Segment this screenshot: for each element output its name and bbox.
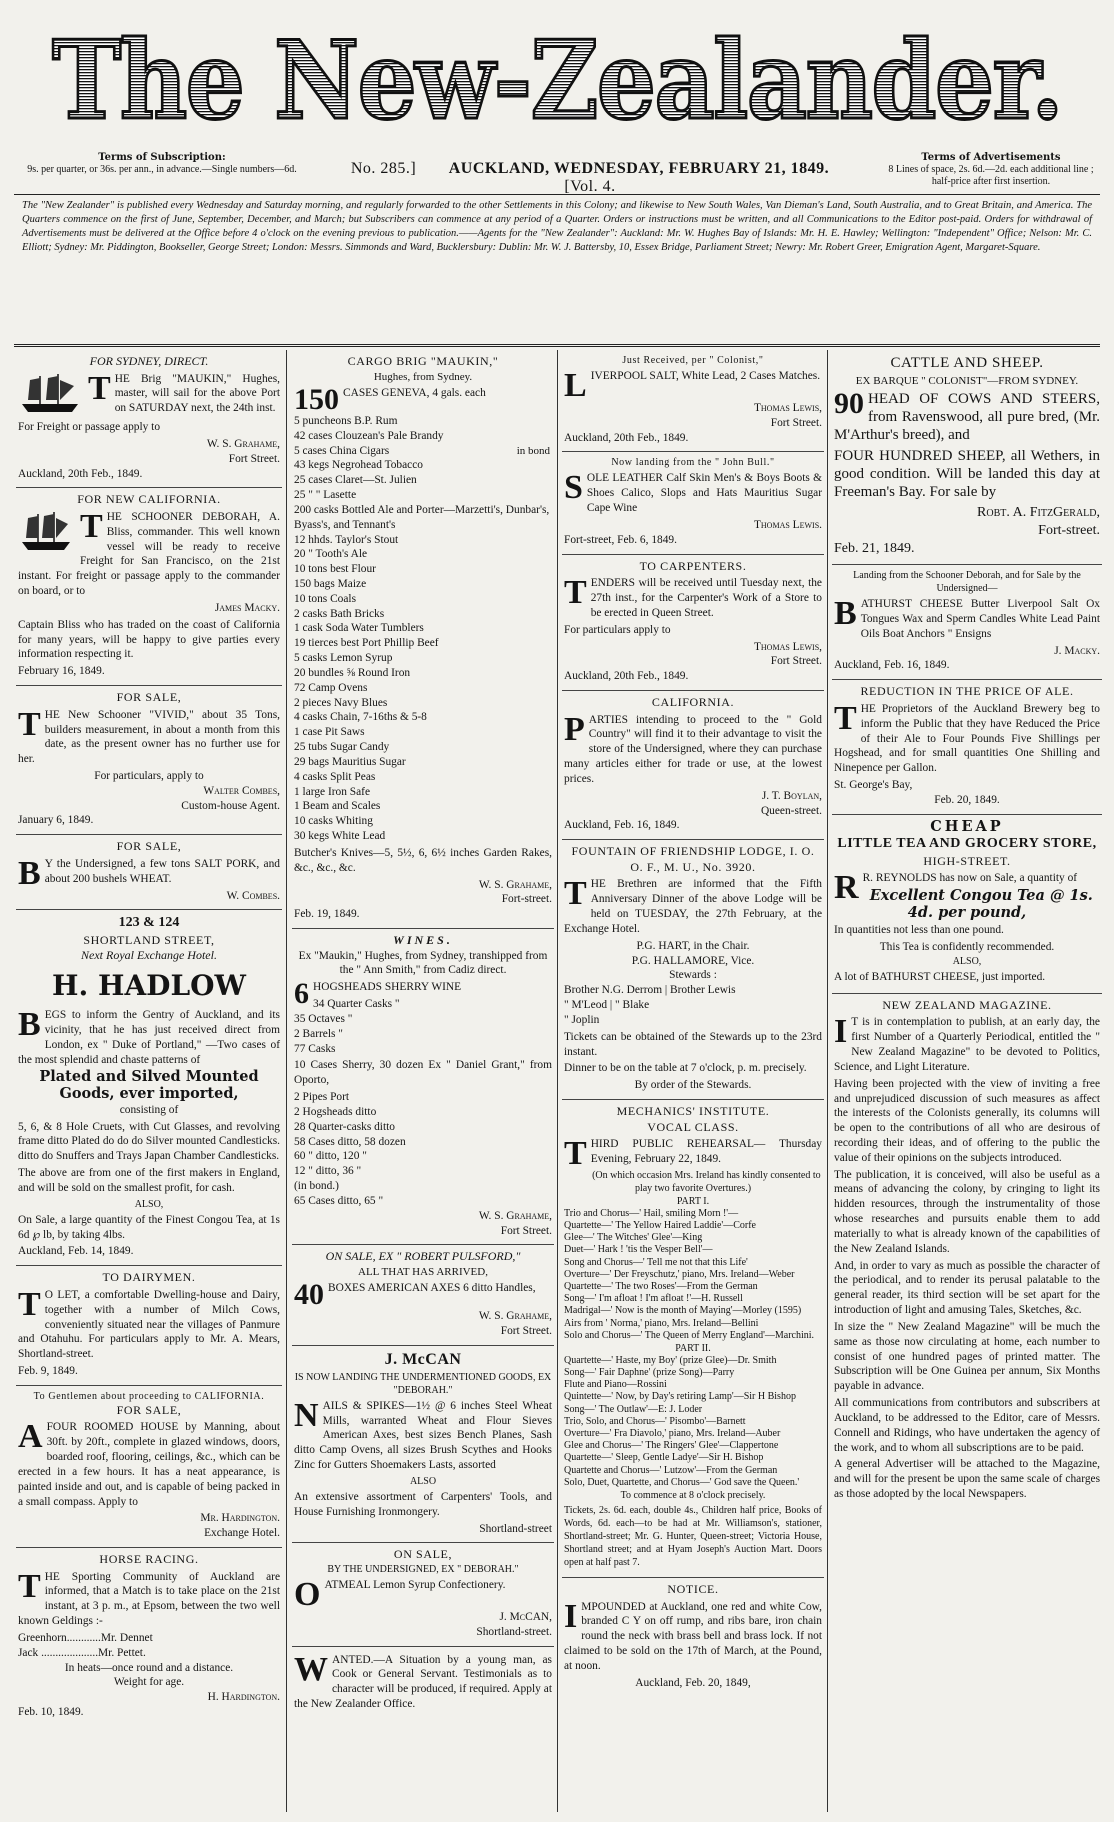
ad-heading: FOR SALE, <box>116 690 182 705</box>
cargo-item: 150 bags Maize <box>294 578 367 590</box>
ad-impound-notice <box>562 1578 824 1697</box>
ad-subheading: EX BARQUE " COLONIST"—FROM SYDNEY. <box>855 374 1079 387</box>
ad-signature: W. S. Grahame, <box>478 1209 552 1222</box>
ad-also: ALSO, <box>134 1198 164 1210</box>
drop-cap: I <box>564 1597 578 1635</box>
ad-subheading: ALL THAT HAS ARRIVED, <box>358 1265 488 1278</box>
ad-wanted <box>292 1647 554 1720</box>
ad-address: Fort Street. <box>500 1224 552 1237</box>
ad-signature: Walter Combes, <box>203 784 280 797</box>
ad-body: AILS & SPIKES—1½ @ 6 inches Steel Wheat Mills, warranted Wheat and Flour Sieves American Axes, best sizes Bench Planes, Sash ditto Camp Ovens, all sizes Brush Scythes and Hooks Zinc for Gutters Shoemakers Lasts, assorted <box>294 1399 552 1472</box>
column-divider <box>286 350 287 1812</box>
ad-body: Having been projected with the view of inviting a free and unprejudiced discussion of such measures as affect the interests of the Colonists generally, its columns will be open to the contributions of all who are desirous of recording their ideas, and of offering to the public the value of their opinions on the subjects introduced. <box>834 1077 1100 1164</box>
ad-heading: Now landing from the " John Bull." <box>611 457 775 469</box>
drop-cap: T <box>18 1567 41 1605</box>
cargo-item: 25 " " Lasette <box>294 489 357 502</box>
subscription-terms <box>22 152 302 176</box>
programme-list <box>564 1208 822 1342</box>
programme-item: Quartette—' The Yellow Haired Laddie'—Corfe <box>564 1220 756 1232</box>
ad-wines <box>292 929 554 1245</box>
ad-address: Fort Street. <box>770 655 822 668</box>
ad-note: To commence at 8 o'clock precisely. <box>620 1489 766 1501</box>
race-terms: Weight for age. <box>113 1676 185 1689</box>
ad-body: MPOUNDED at Auckland, one red and white Cow, branded C Y on off rump, and ribs bare, iron chain round the neck with brass bell and brass lock. If not claimed to be sold on the 17th of March, at the Pound, at noon. <box>564 1600 822 1672</box>
cargo-item: 1 large Iron Safe <box>294 785 371 798</box>
wine-item: 60 " ditto, 120 " <box>294 1150 367 1163</box>
cargo-item: 4 casks Chain, 7-16ths & 5-8 <box>294 711 427 724</box>
ad-heading: FOR NEW CALIFORNIA. <box>77 492 221 507</box>
programme-item: Glee—' The Witches' Glee'—King <box>564 1232 703 1244</box>
ad-signature: J. T. Boylan, <box>761 789 822 802</box>
cargo-item: 20 bundles ⅝ Round Iron <box>294 666 411 679</box>
drop-cap: B <box>834 595 857 633</box>
cargo-item: 20 " Tooth's Ale <box>294 548 368 561</box>
programme-list <box>564 1355 822 1489</box>
ad-signature: James Macky. <box>214 601 280 614</box>
steward-names: Brother N.G. Derrom | Brother Lewis <box>564 984 736 997</box>
ad-body: BOXES AMERICAN AXES 6 ditto Handles, <box>328 1282 536 1295</box>
ad-address: Fort Street. <box>228 452 280 465</box>
ad-subheading: IS NOW LANDING THE UNDERMENTIONED GOODS, EX "DEBORAH." <box>294 1371 552 1396</box>
wine-item: 28 Quarter-casks ditto <box>294 1120 395 1133</box>
ad-subheading: Hughes, from Sydney. <box>373 370 473 383</box>
ad-heading: FOR SYDNEY, DIRECT. <box>89 354 209 368</box>
programme-item: Trio, Solo, and Chorus—' Pisombo'—Barnett <box>564 1415 746 1427</box>
ad-california-store <box>562 691 824 840</box>
ad-date: January 6, 1849. <box>18 814 94 827</box>
drop-cap: T <box>564 1135 587 1173</box>
ad-mechanics-institute <box>562 1100 824 1578</box>
ad-heading: TO CARPENTERS. <box>639 558 747 573</box>
column-1 <box>16 350 282 1812</box>
programme-item: Quartette—' Sleep, Gentle Ladye'—Sir H. Bishop <box>564 1452 764 1464</box>
column-divider <box>827 350 828 1812</box>
programme-item: Song—' I'm afloat ! I'm afloat !'—H. Russell <box>564 1293 743 1305</box>
programme-item: Song—' Fair Daphne' (prize Song)—Parry <box>564 1367 735 1379</box>
programme-item: Quartette—' Haste, my Boy' (prize Glee)—Dr. Smith <box>564 1354 777 1366</box>
programme-item: Overture—' Der Freyschutz,' piano, Mrs. Ireland—Weber <box>564 1268 795 1280</box>
wine-item: 65 Cases ditto, 65 " <box>294 1194 384 1207</box>
ad-address: Fort Street. <box>770 416 822 429</box>
ad-body: HE Proprietors of the Auckland Brewery beg to inform the Public that they have Reduced the Price of their Ale to Four Pounds Five Shillings per Hogshead, and for small quantities One Shilling and Ninepence per Gallon. <box>834 702 1100 775</box>
wine-list <box>294 1090 552 1209</box>
ad-body: Dinner to be on the table at 7 o'clock, p. m. precisely. <box>564 1062 807 1075</box>
ad-body: A general Advertiser will be attached to the Magazine, and will for the present be upon the same scale of charges as those adopted by the local Newspapers. <box>834 1458 1100 1501</box>
ad-signature: Thomas Lewis, <box>753 402 822 414</box>
programme-item: Glee and Chorus—' The Ringers' Glee'—Clappertone <box>564 1440 779 1452</box>
wine-list <box>294 997 552 1056</box>
cargo-item: 1 case Pit Saws <box>294 726 365 739</box>
drop-cap: P <box>564 710 585 748</box>
wine-item: 12 " ditto, 36 " <box>294 1165 362 1178</box>
ad-body: HE Sporting Community of Auckland are informed, that a Match is to take place on the 21st instant, at 3 p. m., at Epsom, between the two well known Geldings :- <box>18 1570 280 1628</box>
ad-body: Tickets can be obtained of the Stewards up to the 23rd instant. <box>564 1030 822 1058</box>
ad-vivid <box>16 686 282 835</box>
ad-body: IVERPOOL SALT, White Lead, 2 Cases Matches. <box>590 370 821 382</box>
ad-salt-pork <box>16 835 282 910</box>
ad-address: Fort-street. <box>501 893 552 906</box>
wine-item: 35 Octaves " <box>294 1012 353 1025</box>
divider <box>14 194 1100 195</box>
ad-goods-heading: Plated and Silved Mounted Goods, ever imported, <box>39 1068 259 1103</box>
ad-subheading: VOCAL CLASS. <box>647 1119 739 1134</box>
ad-heading: WINES. <box>393 933 453 948</box>
ad-signature: Robt. A. FitzGerald, <box>977 504 1100 520</box>
cargo-item: 5 cases China Cigars <box>294 444 390 457</box>
merchant-name: J. McCAN <box>384 1350 462 1368</box>
cargo-item: 29 bags Mauritius Sugar <box>294 755 406 768</box>
divider <box>14 346 1100 347</box>
wine-item: 2 Barrels " <box>294 1027 343 1040</box>
drop-cap: T <box>88 369 111 407</box>
ad-goods-list: 5, 6, & 8 Hole Cruets, with Cut Glasses, and revolving frame ditto Plated do do do Silver mounted Candlesticks. ditto do Snuffers and Trays Japan Chamber Candlesticks. <box>18 1120 280 1163</box>
ad-heading: Landing from the Schooner Deborah, and for Sale by the Undersigned— <box>853 570 1081 595</box>
drop-cap: T <box>564 574 587 612</box>
drop-cap: I <box>834 1013 848 1051</box>
ad-date: Feb. 10, 1849. <box>18 1706 84 1719</box>
ad-heading: Just Received, per " Colonist," <box>622 355 764 366</box>
drop-cap: W <box>294 1650 328 1688</box>
subscription-terms-text: 9s. per quarter, or 36s. per ann., in advance.—Single numbers—6d. <box>27 164 297 175</box>
programme-item: Madrigal—' Now is the month of Maying'—Morley (1595) <box>564 1305 802 1317</box>
issue-number: No. 285.] <box>350 160 417 177</box>
ad-signature: J. McCAN, <box>499 1610 552 1623</box>
masthead-title: The New-Zealander. <box>52 18 1062 144</box>
wine-item: (in bond.) <box>294 1180 339 1193</box>
ad-body: For particulars apply to <box>564 623 671 636</box>
ad-heading: FOR SALE, <box>116 839 182 854</box>
cargo-item: 19 tierces best Port Phillip Beef <box>294 637 439 650</box>
wine-item: 2 Hogsheads ditto <box>294 1105 377 1118</box>
cargo-item: 2 casks Bath Bricks <box>294 607 385 620</box>
ad-date: Auckland, Feb. 14, 1849. <box>18 1245 134 1258</box>
ad-cargo-maukin <box>292 350 554 929</box>
ad-body: R. REYNOLDS has now on Sale, a quantity of <box>862 872 1078 885</box>
publication-notice: The "New Zealander" is published every Wednesday and Saturday morning, and regularly forwarded to the other Settlements in this Colony; and likewise to New South Wales, Van Dieman's Land, South Australia, and to Great Britain, and America. The Quarters commence on the first of June, September, December, and March; but Subscribers can commence at any period of a Quarter. Orders or instructions must be written, and all Communications to the Editor post-paid. Orders for withdrawal of Advertisements must be delivered at the Office before 4 o'clock on the evening previous to publication.——Agents for the "New Zealander": Auckland: Mr. W. Hughes Bay of Islands: Mr. H. E. Hawley; Wellington: "Independent" Office; Nelson: Mr. C. Elliott; Sydney: Mr. Piddington, Bookseller, George Street; London: Messrs. Simmonds and Ward, Bucklersbury: Dublin: Mr. W. J. Battersby, 10, Essex Bridge, Parliament Street; Newry: Mr. Robert Greer, Emigration Agent, Margaret-Square. <box>22 200 1092 253</box>
drop-cap: B <box>18 854 41 892</box>
ad-also: ALSO, <box>952 955 982 967</box>
dateline <box>0 150 1114 194</box>
ad-body: Captain Bliss who has traded on the coast of California for many years, will be happy to give parties every information respecting it. <box>18 618 280 661</box>
ad-subheading: FOR SALE, <box>116 1402 182 1417</box>
ad-address: St. George's Bay, <box>834 779 913 792</box>
ad-body: Y the Undersigned, a few tons SALT PORK, and about 200 bushels WHEAT. <box>44 857 280 885</box>
cargo-item: 200 casks Bottled Ale and Porter—Marzetti's, Dunbar's, Byass's, and Tennant's <box>294 503 550 531</box>
wine-item: 2 Pipes Port <box>294 1091 350 1104</box>
ad-signature: H. Hardington. <box>207 1691 280 1704</box>
ad-body: For particulars, apply to <box>94 770 204 782</box>
ad-tea-grocery <box>832 815 1102 994</box>
drop-cap: N <box>294 1396 319 1434</box>
column-divider <box>557 350 558 1812</box>
ad-body: For Freight or passage apply to <box>18 421 161 434</box>
ad-body: consisting of <box>119 1103 179 1116</box>
drop-cap: A <box>18 1418 43 1456</box>
ad-body: An extensive assortment of Carpenters' Tools, and House Furnishing Ironmongery. <box>294 1490 552 1518</box>
ad-body: HE Brig "MAUKIN," Hughes, master, will sail for the above Port on SATURDAY next, the 24th inst. <box>114 372 280 415</box>
cargo-item: 25 cases Claret—St. Julien <box>294 474 417 487</box>
ad-body: OLE LEATHER Calf Skin Men's & Boys Boots & Shoes Calico, Slops and Hats Mauritius Sugar Cape Wine <box>586 472 822 515</box>
ad-bathurst-cheese <box>832 565 1102 680</box>
ad-carpenters <box>562 555 824 691</box>
ad-hadlow <box>16 910 282 1266</box>
ship-icon <box>18 508 74 554</box>
in-bond-note: in bond <box>516 444 550 457</box>
ad-body: In size the " New Zealand Magazine" will be much the same as those now circulating at home, each number to consist of one hundred pages of printed matter. The Subscription will be One Guinea per annum, Six Months payable in advance. <box>834 1320 1100 1393</box>
ad-new-california <box>16 488 282 686</box>
ad-body: HIRD PUBLIC REHEARSAL— Thursday Evening, February 22, 1849. <box>590 1138 822 1166</box>
ad-signature: W. S. Grahame, <box>206 437 280 450</box>
programme-item: Quintette—' Now, by Day's retiring Lamp'—Sir H Bishop <box>564 1391 796 1403</box>
drop-cap: B <box>18 1006 41 1044</box>
race-terms: In heats—once round and a distance. <box>64 1661 234 1674</box>
ad-sole-leather <box>562 452 824 554</box>
stewards-label: Stewards : <box>669 969 717 982</box>
programme-item: Solo, Duet, Quartette, and Chorus—' God save the Queen.' <box>564 1476 800 1488</box>
ad-subheading: BY THE UNDERSIGNED, EX " DEBORAH." <box>327 1563 519 1575</box>
ad-address-number: 123 & 124 <box>118 915 180 931</box>
wine-item: 34 Quarter Casks " <box>313 998 400 1011</box>
ad-heading: CATTLE AND SHEEP. <box>890 355 1044 371</box>
cargo-item: 5 puncheons B.P. Rum <box>294 414 398 427</box>
ad-note: (On which occasion Mrs. Ireland has kindly consented to play two favorite Overtures.) <box>592 1169 821 1194</box>
ad-address: Shortland-street. <box>476 1625 552 1638</box>
ad-signature: Thomas Lewis, <box>753 640 822 653</box>
ad-body: T is in contemplation to publish, at an early day, the first Number of a Quarterly Periodical, entitled the " New Zealand Magazine" to be devoted to Politics, Science, and Light Literature. <box>834 1016 1100 1073</box>
ad-body: EGS to inform the Gentry of Auckland, and its vicinity, that he has just received direct from London, ex " Duke of Portland," —Two cases of the most splendid and chaste patterns of <box>18 1009 280 1066</box>
cargo-item: 10 casks Whiting <box>294 815 373 828</box>
advertisement-terms-text: 8 Lines of space, 2s. 6d.—2d. each additional line ; half-price after first insertion. <box>888 164 1094 187</box>
tea-offer: Excellent Congou Tea @ 1s. 4d. per pound, <box>869 886 1093 921</box>
drop-cap: T <box>564 875 587 913</box>
ad-body: This Tea is confidently recommended. <box>879 941 1055 954</box>
cargo-item: 10 tons best Flour <box>294 563 376 576</box>
ad-date: Auckland, 20th Feb., 1849. <box>18 467 143 480</box>
ad-mccan <box>292 1346 554 1543</box>
ad-dairymen <box>16 1266 282 1386</box>
divider <box>14 344 1100 345</box>
ad-heading: ON SALE, EX " ROBERT PULSFORD," <box>325 1249 521 1264</box>
issue-volume: [Vol. 4. <box>564 178 616 195</box>
quantity-figure: 6 <box>294 977 309 1011</box>
ad-date: Auckland, 20th Feb., 1849. <box>564 431 689 444</box>
programme-item: Song—' The Outlaw'—E: J. Loder <box>564 1403 703 1415</box>
ad-heading: NEW ZEALAND MAGAZINE. <box>882 997 1052 1012</box>
merchant-name: H. HADLOW <box>52 968 246 1002</box>
ad-heading: CARGO BRIG "MAUKIN," <box>347 354 499 368</box>
ad-robert-pulsford <box>292 1245 554 1346</box>
ad-signature: Thomas Lewis. <box>753 518 822 531</box>
wine-item: 77 Casks <box>294 1042 336 1055</box>
cargo-item: 1 cask Soda Water Tumblers <box>294 622 424 635</box>
ad-body: HE Brethren are informed that the Fifth Anniversary Dinner of the above Lodge will be held on TUESDAY, the 27th February, at the Exchange Hotel. <box>564 878 822 935</box>
drop-cap: S <box>564 469 583 507</box>
ad-heading: To Gentlemen about proceeding to CALIFORNIA. <box>33 1390 265 1402</box>
subscription-terms-heading: Terms of Subscription: <box>98 152 226 163</box>
programme-part: PART II. <box>675 1342 711 1354</box>
ad-heading: FOUNTAIN OF FRIENDSHIP LODGE, I. O. O. F., M. U., No. 3920. <box>571 844 815 874</box>
ad-signature: Mr. Hardington. <box>200 1512 280 1525</box>
programme-item: Airs from ' Norma,' piano, Mrs. Ireland—Bellini <box>564 1317 759 1329</box>
issue-line <box>320 160 860 196</box>
ad-heading: CHEAP <box>930 817 1004 835</box>
cargo-item: 10 tons Coals <box>294 592 357 605</box>
cargo-item: 72 Camp Ovens <box>294 681 368 694</box>
cargo-item: 4 casks Split Peas <box>294 770 376 783</box>
store-name: LITTLE TEA AND GROCERY STORE, <box>837 836 1097 852</box>
ad-body: And, in order to vary as much as possible the character of the periodical, and to render its perusal palatable to the general reader, its third section will be set apart for the introduction of light and amusing Tales, Sketches, &c. <box>834 1259 1100 1317</box>
programme-item: Flute and Piano—Rossini <box>564 1379 667 1391</box>
cargo-item: 2 pieces Navy Blues <box>294 696 388 709</box>
ad-address: Custom-house Agent. <box>181 799 280 812</box>
cargo-item: 5 casks Lemon Syrup <box>294 652 393 665</box>
ad-date: February 16, 1849. <box>18 665 105 678</box>
ad-body: In quantities not less than one pound. <box>834 924 1004 937</box>
ad-signature: W. Combes. <box>226 889 280 902</box>
steward-names: " M'Leod | " Blake <box>564 999 650 1012</box>
ad-date: Auckland, Feb. 16, 1849. <box>834 659 950 672</box>
ad-horse-racing <box>16 1548 282 1726</box>
ad-body: ATHURST CHEESE Butter Liverpool Salt Ox Tongues Wax and Sperm Candles White Lead Paint Oils Boat Anchors " Ensigns <box>860 598 1100 640</box>
race-entry: Jack ....................Mr. Pettet. <box>18 1646 146 1659</box>
ad-heading: REDUCTION IN THE PRICE OF ALE. <box>860 684 1074 699</box>
cargo-item: 43 kegs Negrohead Tobacco <box>294 459 423 472</box>
ship-icon <box>18 370 82 416</box>
ad-heading: TO DAIRYMEN. <box>102 1270 196 1285</box>
ad-body: ATMEAL Lemon Syrup Confectionery. <box>324 1578 506 1591</box>
ad-address: Queen-street. <box>760 804 822 817</box>
lodge-officer: P.G. HALLAMORE, Vice. <box>631 954 755 967</box>
ad-date: Fort-street, Feb. 6, 1849. <box>564 533 677 546</box>
programme-item: Quartette—' The two Roses'—From the German <box>564 1280 758 1292</box>
ad-street: HIGH-STREET. <box>923 853 1011 868</box>
ad-date: Feb. 9, 1849. <box>18 1365 78 1377</box>
ad-heading: HORSE RACING. <box>99 1552 199 1567</box>
ad-date: Feb. 21, 1849. <box>834 540 915 556</box>
ad-street: SHORTLAND STREET, <box>83 932 215 947</box>
ad-body: ANTED.—A Situation by a young man, as Cook or General Servant. Testimonials as to character will be produced, if required. Apply at the New Zealander Office. <box>294 1653 552 1711</box>
column-4 <box>832 350 1102 1812</box>
quantity-figure: 90 <box>834 386 864 420</box>
ad-liverpool-salt <box>562 350 824 452</box>
ad-body: All communications from contributors and subscribers at Auckland, to be addressed to the Editor, care of Messrs. Connell and Ridings, who have undertaken the agency of the work, and to whom all subscriptions are to be paid. <box>834 1397 1100 1454</box>
programme-item: Overture—' Fra Diavolo,' piano, Mrs. Ireland—Auber <box>564 1428 781 1440</box>
ad-body: FOUR ROOMED HOUSE by Manning, about 30ft. by 20ft., complete in glazed windows, doors, boarded roof, flooring, ceilings, &c., which can be erected in a few hours. It has a neat appearance, is painted inside and out, and is capable of being packed in a small compass. Apply to <box>18 1421 280 1508</box>
ad-location: Next Royal Exchange Hotel. <box>81 948 217 963</box>
advertisement-terms-heading: Terms of Advertisements <box>921 152 1061 163</box>
ad-date: Auckland, Feb. 20, 1849, <box>635 1676 751 1689</box>
programme-item: Trio and Chorus—' Hail, smiling Morn !'— <box>564 1207 739 1219</box>
ad-body: On Sale, a large quantity of the Finest Congou Tea, at 1s 6d ℘ lb, by taking 4lbs. <box>18 1213 280 1241</box>
programme-item: Solo and Chorus—' The Queen of Merry England'—Marchini. <box>564 1329 815 1341</box>
masthead <box>0 0 1114 145</box>
programme-item: Duet—' Hark ! 'tis the Vesper Bell'— <box>564 1244 713 1256</box>
ad-address: Fort Street. <box>500 1325 552 1338</box>
masthead-title-graphic <box>0 0 1114 145</box>
ad-heading: NOTICE. <box>667 1581 719 1596</box>
ad-signature: By order of the Stewards. <box>634 1079 752 1092</box>
ad-ale-price <box>832 680 1102 814</box>
ad-heading: MECHANICS' INSTITUTE. <box>616 1104 770 1119</box>
ad-body: Tickets, 2s. 6d. each, double 4s., Children half price, Books of Words, 6d. each—to be had at Mr. Williamson's, stationer, Shortland-street; Mr. G. Hunter, Queen-street; Victoria House, Shortland street; and at Hyam Joseph's Auction Mart. Doors open at half past 7. <box>564 1504 822 1568</box>
advertisement-terms <box>886 152 1096 188</box>
ad-body: A lot of BATHURST CHEESE, just imported. <box>834 970 1046 983</box>
drop-cap: L <box>564 367 587 404</box>
ad-body: Ex "Maukin," Hughes, from Sydney, transhipped from the " Ann Smith," from Cadiz direct. <box>298 949 548 977</box>
ad-body: HEAD OF COWS AND STEERS, from Ravenswood, all pure bred, (Mr. M'Arthur's breed), and <box>834 390 1100 444</box>
cargo-list <box>294 414 552 844</box>
ad-body: Butcher's Knives—5, 5½, 6, 6½ inches Garden Rakes, &c., &c., &c. <box>294 846 552 874</box>
ad-body: O LET, a comfortable Dwelling-house and Dairy, together with a number of Milch Cows, conveniently situated near the villages of Panmure and Otahuhu. For particulars apply to Mr. A. Mears, Shortland-street. <box>18 1288 280 1361</box>
ad-body: ARTIES intending to proceed to the " Gold Country" will find it to their advantage to visit the store of the Undersigned, where they can purchase many articles either for trade or use, at the lowest prices. <box>564 713 822 785</box>
steward-names: " Joplin <box>564 1013 600 1026</box>
cargo-item: 1 Beam and Scales <box>294 800 381 813</box>
ad-body: HE SCHOONER DEBORAH, A. Bliss, commander. This well known vessel will be ready to receive Freight for San Francisco, on the 21st instant. For freight or passage apply to the commander on board, or to <box>18 510 280 598</box>
ad-oatmeal <box>292 1543 554 1646</box>
ad-body: HE New Schooner "VIVID," about 35 Tons, builders measurement, in about a month from this date, as the present owner has no further use for her. <box>18 708 280 766</box>
race-entry: Greenhorn............Mr. Dennet <box>18 1631 153 1644</box>
ad-address: Shortland-street <box>479 1522 552 1535</box>
programme-item: Song and Chorus—' Tell me not that this Life' <box>564 1256 748 1268</box>
wine-item: 58 Cases ditto, 58 dozen <box>294 1135 406 1148</box>
ad-heading: ON SALE, <box>393 1547 453 1562</box>
ad-also: ALSO <box>409 1475 437 1487</box>
drop-cap: T <box>18 1285 41 1323</box>
ad-signature: W. S. Grahame, <box>478 1310 552 1323</box>
ad-body: The above are from one of the first makers in England, and will be sold on the smallest profit, for cash. <box>18 1167 280 1194</box>
ad-signature: J. Macky. <box>1054 644 1100 657</box>
ad-body: The publication, it is conceived, will also be useful as a means of advancing the colony, by cringing to light its hidden resources, through the instrumentality of those whose researches and pursuits enable them to add materially to what is already known of the capabilities of the New Zealand Islands. <box>834 1168 1100 1255</box>
quantity-figure: 40 <box>294 1278 324 1312</box>
column-2 <box>292 350 554 1812</box>
cargo-item: 42 cases Clouzean's Pale Brandy <box>294 429 444 442</box>
ad-address: Fort-street. <box>1038 522 1100 538</box>
drop-cap: T <box>80 507 103 545</box>
ad-body: HOGSHEADS SHERRY WINE <box>313 981 462 994</box>
column-3 <box>562 350 824 1812</box>
ad-cattle-sheep <box>832 350 1102 565</box>
drop-cap: R <box>834 869 859 907</box>
quantity-figure: 150 <box>294 382 339 416</box>
lodge-officer: P.G. HART, in the Chair. <box>636 939 750 952</box>
programme-part: PART I. <box>676 1195 710 1207</box>
ad-body: CASES GENEVA, 4 gals. each <box>343 386 486 399</box>
ad-sydney <box>16 350 282 488</box>
drop-cap: T <box>18 705 41 743</box>
issue-place-date: AUCKLAND, WEDNESDAY, FEBRUARY 21, 1849. <box>448 160 830 177</box>
cargo-item: 12 hhds. Taylor's Stout <box>294 533 399 546</box>
ad-nz-magazine <box>832 994 1102 1510</box>
ad-friendship-lodge <box>562 840 824 1100</box>
cargo-item: 30 kegs White Lead <box>294 830 386 843</box>
ad-four-roomed-house <box>16 1386 282 1548</box>
ad-signature: W. S. Grahame, <box>478 878 552 891</box>
ad-date: Auckland, 20th Feb., 1849. <box>564 670 689 683</box>
cargo-item: 25 tubs Sugar Candy <box>294 741 390 754</box>
drop-cap: T <box>834 699 857 737</box>
ad-date: Feb. 20, 1849. <box>934 793 1000 806</box>
programme-item: Quartette and Chorus—' Lutzow'—From the German <box>564 1464 778 1476</box>
ad-date: Auckland, Feb. 16, 1849. <box>564 819 680 832</box>
ad-address: Exchange Hotel. <box>204 1527 280 1540</box>
ad-body: 10 Cases Sherry, 30 dozen Ex " Daniel Grant," from Oporto, <box>294 1059 552 1087</box>
ad-body: FOUR HUNDRED SHEEP, all Wethers, in good condition. Will be landed this day at Freeman's Bay. For sale by <box>834 447 1100 501</box>
ad-body: ENDERS will be received until Tuesday next, the 27th inst., for the Carpenter's Work of a Store to be erected in Queen Street. <box>590 577 822 619</box>
ad-heading: CALIFORNIA. <box>651 695 735 710</box>
drop-cap: O <box>294 1575 321 1613</box>
ad-date: Feb. 19, 1849. <box>294 908 360 921</box>
